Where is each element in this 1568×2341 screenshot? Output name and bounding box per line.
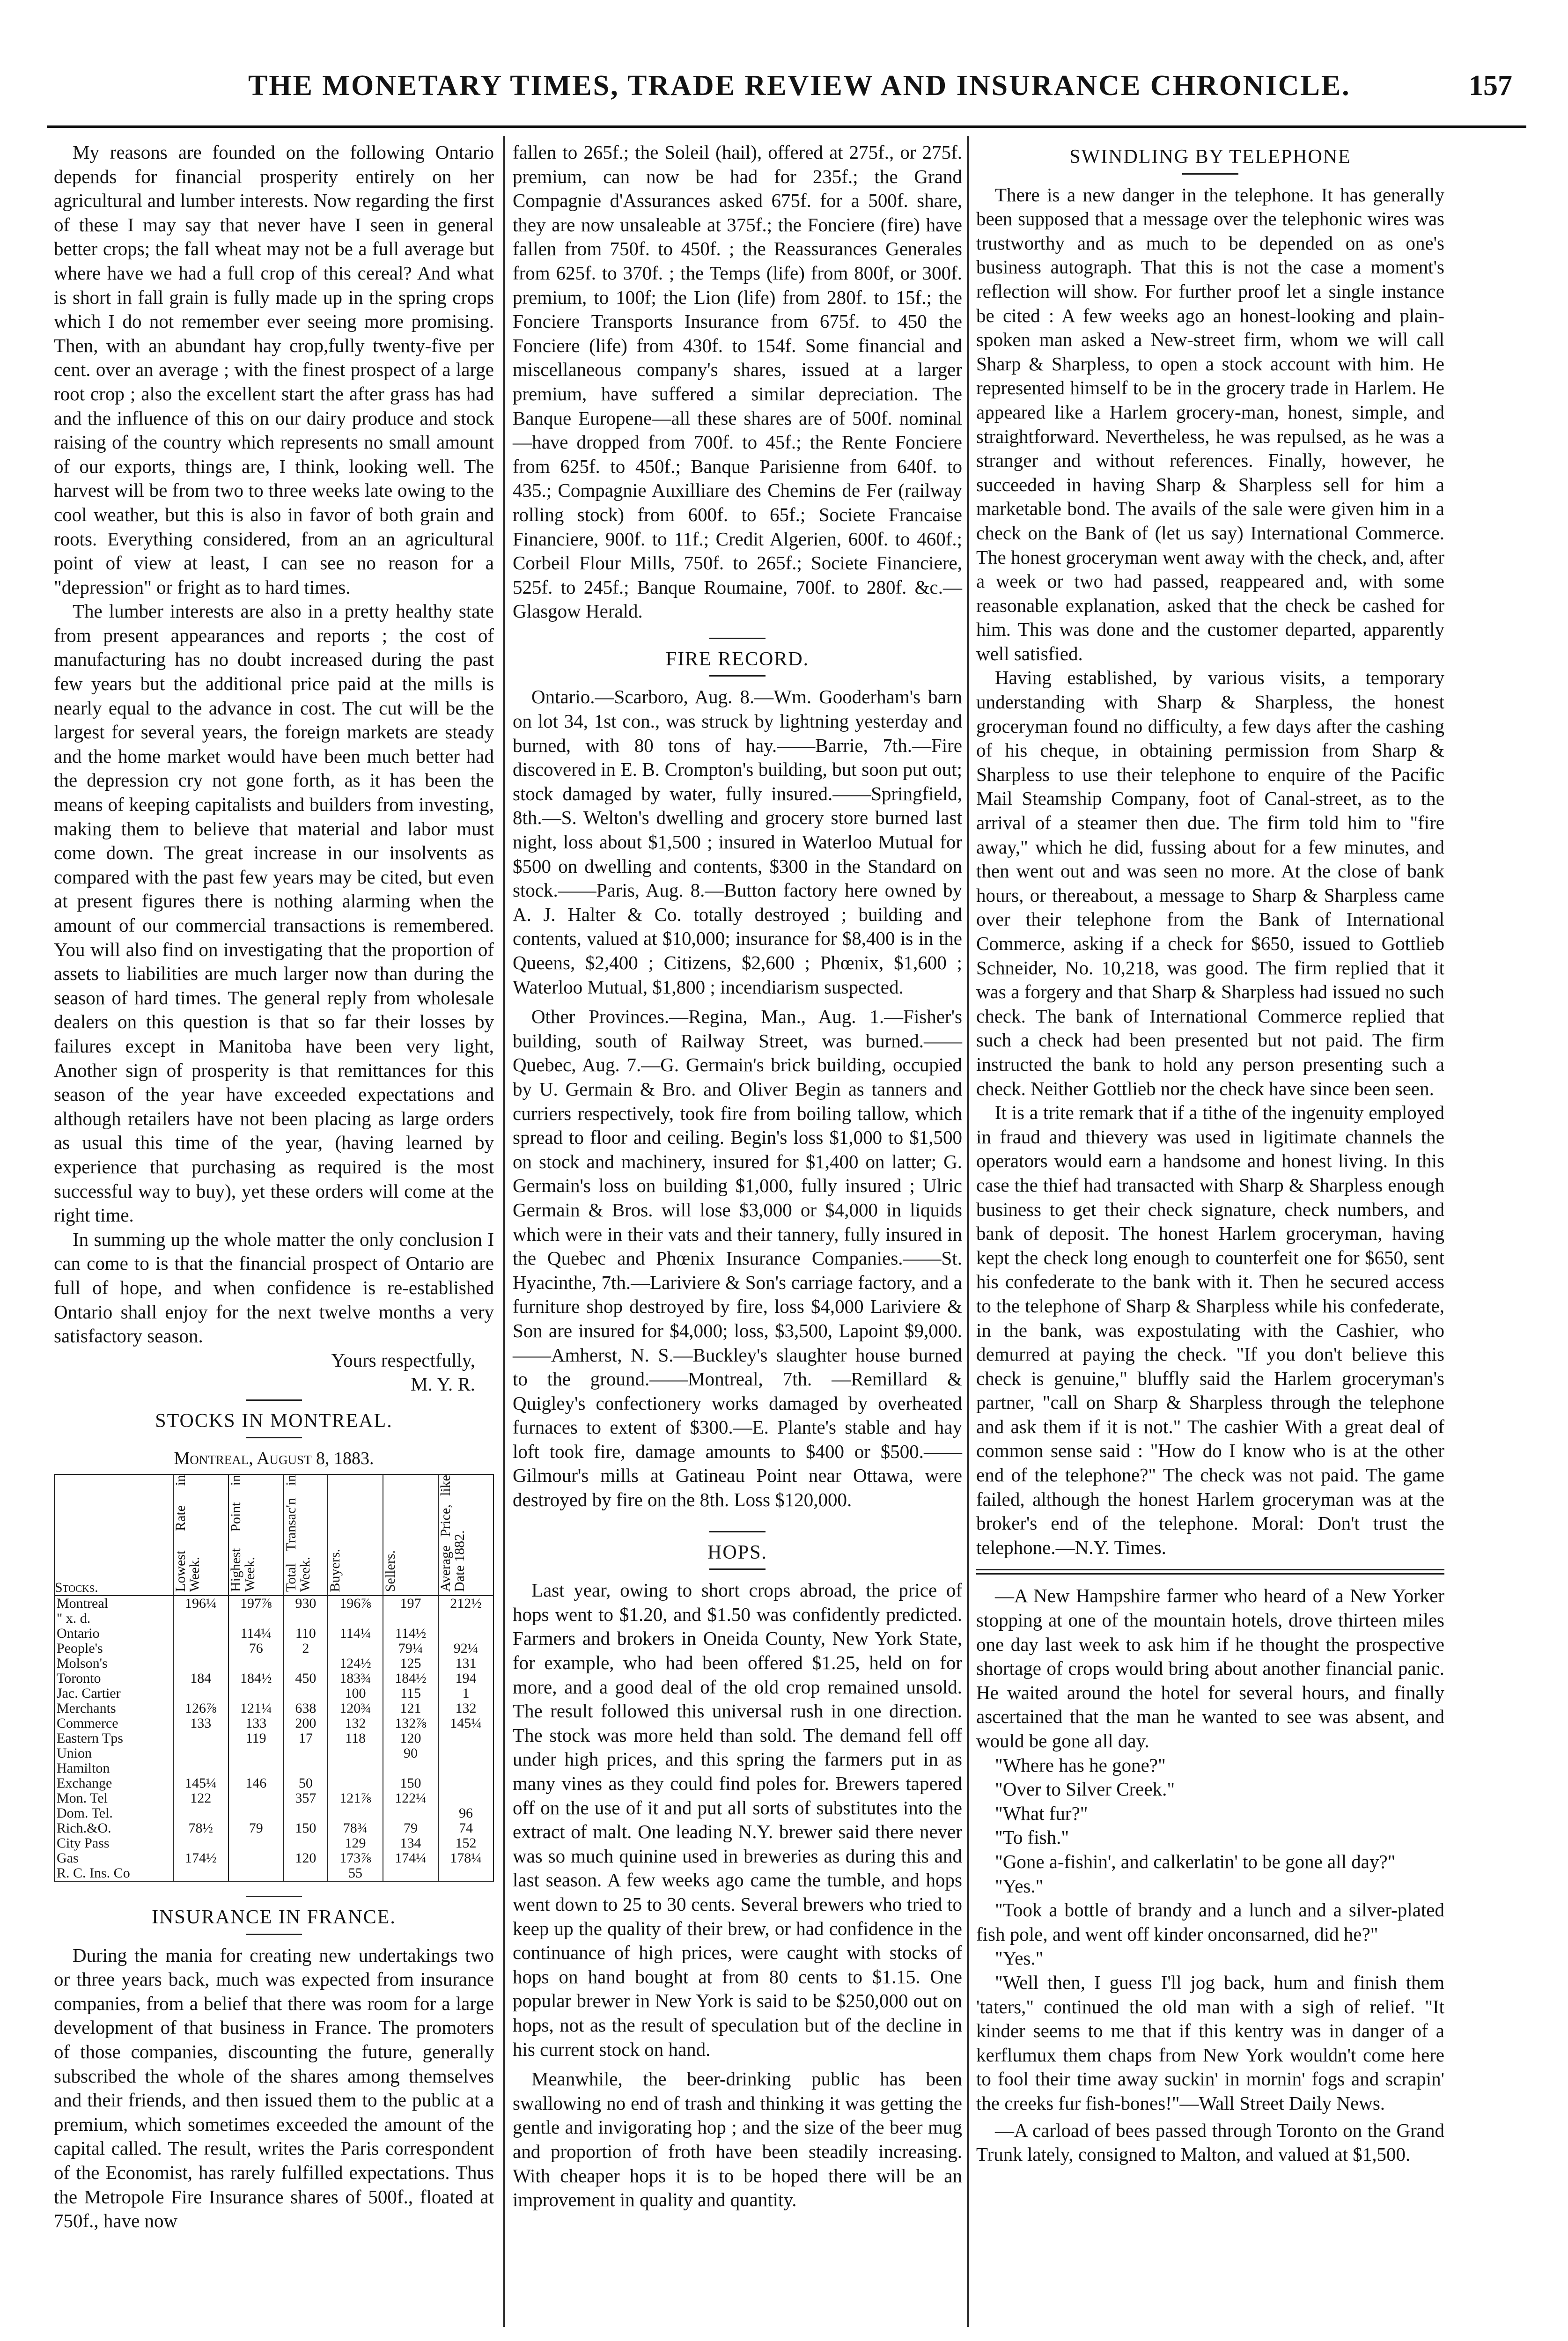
stock-name: Jac. Cartier <box>54 1686 173 1701</box>
stock-value <box>228 1866 284 1881</box>
insurance-text: During the mania for creating new undertakings two or three years back, much was expected from insurance companies, from a belief that there was room for a large development of that business in France. The promoters of those companies, discounting the future, generally subscribed the whole of the shares among themselves and their friends, and then issued them to the public at a premium, which sometimes exceeded the amount of the capital called. The result, writes the Paris correspondent of the Economist, has rarely fulfilled expectations. Thus the Metropole Fire Insurance shares of 500f., floated at 750f., have now <box>54 1944 494 2232</box>
stocks-header-cell <box>383 1474 438 1596</box>
stock-value: 131 <box>438 1656 493 1671</box>
stock-value: 79 <box>228 1821 284 1836</box>
stock-value <box>438 1626 493 1641</box>
column-1 <box>54 140 494 2233</box>
stock-value <box>284 1746 328 1761</box>
stock-value: 196¼ <box>173 1596 228 1611</box>
stock-name: Dom. Tel. <box>54 1806 173 1821</box>
stock-name: Gas <box>54 1851 173 1866</box>
stock-value <box>438 1761 493 1776</box>
stock-name: Toronto <box>54 1671 173 1686</box>
column-divider-1 <box>503 136 505 2327</box>
stock-value <box>328 1746 383 1761</box>
stock-value: 145¼ <box>173 1776 228 1791</box>
stock-value <box>228 1686 284 1701</box>
stock-value <box>228 1611 284 1626</box>
stocks-header-cell <box>54 1474 173 1596</box>
stock-value: 638 <box>284 1701 328 1716</box>
stocks-row <box>54 1851 493 1866</box>
stock-value: 1 <box>438 1686 493 1701</box>
stock-value: 110 <box>284 1626 328 1641</box>
stocks-row <box>54 1626 493 1641</box>
stock-value <box>173 1806 228 1821</box>
stocks-header-cell <box>284 1474 328 1596</box>
stock-value: 184½ <box>383 1671 438 1686</box>
stocks-header-label: Stocks. <box>55 1580 98 1596</box>
stock-value <box>284 1806 328 1821</box>
stock-value <box>383 1761 438 1776</box>
swindling-paragraph-2: Having established, by various visits, a temporary understanding with Sharp & Sharpless, the honest groceryman found no difficulty, a few days after the cashing of his cheque, in obtaining permission from Sharp & Sharpless to use their telephone to enquire of the Pacific Mail Steamship Company, foot of Canal-street, as to the arrival of a steamer then due. The firm told him to "fire away," which he did, fussing about for a few minutes, and then went out and was seen no more. At the close of bank hours, or thereabout, a message to Sharp & Sharpless came over their telephone from the Bank of International Commerce, asking if a check for $650, issued to Gottlieb Schneider, No. 10,218, was good. The firm replied that it was a forgery and that Sharp & Sharpless had issued no such check. The bank of International Commerce replied that such a check had been presented but not paid. The firm instructed the bank to hold any person presenting such a check. Neither Gottlieb nor the check have since been seen. <box>976 667 1444 1099</box>
letter-paragraph: The lumber interests are also in a pretty healthy state from present appearances and reports ; the cost of manufacturing has no doubt increased during the past few years but the additional price paid at the mills is nearly equal to the advance in cost. The cut will be the largest for several years, the foreign markets are steady and the home market would have been much better had the depression cry not gone forth, as it has been the means of keeping capitalists and builders from investing, making them to believe that material and labor must come down. The great increase in our insolvents as compared with the past few years may be cited, but even at present figures there is nothing alarming when the amount of our commercial transactions is remembered. You will also find on investigating that the proportion of assets to liabilities are much larger now than during the season of hard times. The general reply from wholesale dealers on this question is that so far their losses by failures except in Manitoba have been very light, Another sign of prosperity is that remittances for this season of the year have exceeded expectations and although retailers have not been placing as large orders as usual this time of the year, (having learned by experience that purchasing as required is the most successful way to buy), yet these orders will come at the right time. <box>54 600 494 1226</box>
stocks-header-cell <box>173 1474 228 1596</box>
stock-value: 132⅞ <box>383 1716 438 1731</box>
stock-name: Ontario <box>54 1626 173 1641</box>
page-number: 157 <box>1469 70 1512 102</box>
stock-value: 930 <box>284 1596 328 1611</box>
fire-other-provinces: Other Provinces.—Regina, Man., Aug. 1.—Fisher's building, south of Railway Street, was burned.——Quebec, Aug. 7.—G. Germain's brick building, occupied by U. Germain & Bro. and Oliver Begin as tanners and curriers respectively, took fire from boiling tallow, which spread to floor and ceiling. Begin's loss $1,000 to $1,500 on stock and machinery, insured for $1,400 on latter; G. Germain's loss on building $1,000, fully insured ; Ulric Germain & Bros. will lose $3,000 or $4,000 in liquids which were in their vats and their tannery, fully insured in the Quebec and Phœnix Insurance Companies.——St. Hyacinthe, 7th.—Lariviere & Son's carriage factory, and a furniture shop destroyed by fire, loss $4,000 Lariviere & Son are insured for $4,000; loss, $3,500, Lapoint $9,000.——Amherst, N. S.—Buckley's slaughter house burned to the ground.——Montreal, 7th. —Remillard & Quigley's confectionery works damaged by overheated furnaces to extent of $300.—E. Plante's stable and hay loft took fire, damage amounts to $400 or $500.——Gilmour's mills at Gatineau Point near Ottawa, were destroyed by fire on the 8th. Loss $120,000. <box>513 1006 962 1511</box>
stock-value <box>284 1836 328 1851</box>
stock-name: People's <box>54 1641 173 1656</box>
double-rule <box>976 1569 1444 1575</box>
stock-value: 114¼ <box>328 1626 383 1641</box>
hops-paragraph-1: Last year, owing to short crops abroad, the price of hops went to $1.20, and $1.50 was confidently predicted. Farmers and brokers in Oneida County, New York State, for example, who had been offered $1.25, held on for more, and a good deal of the old crop remained unsold. The result followed this universal rush in one direction. The stock was more held than sold. The demand fell off under high prices, and this spring the farmers put in as many vines as they could find poles for. Brewers tapered off on the use of it and put all sorts of substitutes into the extract of malt. One leading N.Y. brewer said there never was so much quinine used in breweries as during this and last season. A few weeks ago came the tumble, and hops went down to 25 to 30 cents. Several brewers who tried to keep up the quality of their brew, or had confidence in the continuance of high prices, were caught with stocks of hops on hand bought at from 80 cents to $1.15. One popular brewer in New York is said to be $250,000 out on hops, not as the result of speculation but of the decline in his current stock on hand. <box>513 1579 962 2060</box>
stocks-row <box>54 1701 493 1716</box>
stock-value: 150 <box>383 1776 438 1791</box>
stock-value <box>438 1611 493 1626</box>
insurance-continued: fallen to 265f.; the Soleil (hail), offered at 275f., or 275f. premium, can now be had for 235f.; the Grand Compagnie d'Assurances asked 675f. for a 500f. share, they are now unsaleable at 375f.; the Fonciere (fire) have fallen from 750f. to 450f. ; the Reassurances Generales from 625f. to 370f. ; the Temps (life) from 800f, or 300f. premium, to 100f; the Lion (life) from 280f. to 15f.; the Fonciere Transports Insurance from 675f. to 450 the Fonciere (life) from 430f. to 154f. Some financial and miscellaneous company's shares, issued at a larger premium, have suffered a similar depreciation. The Banque Europene—all these shares are of 500f. nominal —have dropped from 700f. to 45f.; the Rente Fonciere from 625f. to 450f.; Banque Parisienne from 640f. to 435.; Compagnie Auxilliare des Chemins de Fer (railway rolling stock) from 600f. to 65f.; Societe Francaise Financiere, 900f. to 11f.; Credit Algerien, 600f. to 460f.; Corbeil Flour Mills, 750f. to 265f.; Societe Financiere, 525f. to 245f.; Banque Roumaine, 700f. to 280f. &c.—Glasgow Herald. <box>513 141 962 622</box>
stock-value: 184 <box>173 1671 228 1686</box>
header-rule <box>47 125 1526 128</box>
stock-name: Molson's <box>54 1656 173 1671</box>
stock-value <box>383 1806 438 1821</box>
section-rule <box>709 1568 766 1570</box>
stocks-row <box>54 1776 493 1791</box>
stocks-header-label: Highest Point in Week. <box>228 1475 258 1592</box>
stocks-header-cell <box>328 1474 383 1596</box>
stock-value: 96 <box>438 1806 493 1821</box>
stock-value: 114½ <box>383 1626 438 1641</box>
stock-value <box>328 1761 383 1776</box>
stock-name: Exchange <box>54 1776 173 1791</box>
section-rule <box>709 675 766 677</box>
stock-value <box>173 1611 228 1626</box>
stock-value: 115 <box>383 1686 438 1701</box>
stocks-row <box>54 1746 493 1761</box>
stock-value <box>228 1791 284 1806</box>
dialogue-line: "Yes." <box>995 1947 1044 1969</box>
stock-value: 121¼ <box>228 1701 284 1716</box>
stocks-row <box>54 1731 493 1746</box>
stock-value: 120 <box>383 1731 438 1746</box>
stock-value: 132 <box>438 1701 493 1716</box>
stock-value: 122 <box>173 1791 228 1806</box>
hops-title: HOPS. <box>707 1541 767 1563</box>
stock-name: Montreal <box>54 1596 173 1611</box>
stock-value: 174½ <box>173 1851 228 1866</box>
stock-value: 178¼ <box>438 1851 493 1866</box>
stock-value <box>173 1836 228 1851</box>
stock-value: 194 <box>438 1671 493 1686</box>
stock-value <box>173 1866 228 1881</box>
stock-name: Eastern Tps <box>54 1731 173 1746</box>
stock-value <box>438 1746 493 1761</box>
stock-value: 121⅞ <box>328 1791 383 1806</box>
stock-value: 357 <box>284 1791 328 1806</box>
fire-ontario: Ontario.—Scarboro, Aug. 8.—Wm. Gooderham's barn on lot 34, 1st con., was struck by lightning yesterday and burned, with 80 tons of hay.——Barrie, 7th.—Fire discovered in E. B. Crompton's building, but soon put out; stock damaged by water, fully insured.——Springfield, 8th.—S. Welton's dwelling and grocery store burned last night, loss about $1,500 ; insured in Waterloo Mutual for $500 on dwelling and contents, $300 in the Standard on stock.——Paris, Aug. 8.—Button factory here owned by A. J. Halter & Co. totally destroyed ; building and contents, valued at $10,000; insurance for $8,400 is in the Queens, $2,400 ; Citizens, $2,600 ; Phœnix, $1,600 ; Waterloo Mutual, $1,800 ; incendiarism suspected. <box>513 686 962 998</box>
stock-value: 450 <box>284 1671 328 1686</box>
stock-value: 114¼ <box>228 1626 284 1641</box>
stock-value <box>228 1746 284 1761</box>
stock-value <box>284 1656 328 1671</box>
stock-value <box>383 1866 438 1881</box>
stocks-row <box>54 1806 493 1821</box>
stock-value <box>173 1626 228 1641</box>
stock-value <box>284 1611 328 1626</box>
stock-value: 133 <box>173 1716 228 1731</box>
stocks-row <box>54 1821 493 1836</box>
page-header <box>52 66 1522 117</box>
stock-value: 200 <box>284 1716 328 1731</box>
dialogue-line: "Well then, I guess I'll jog back, hum and finish them 'taters," continued the old man with a sigh of relief. "It kinder seems to me that if this kentry was in danger of a kerflumux them chaps from New York wouldn't come here to fool their time away suckin' in mornin' fogs and scrapin' the creeks fur fish-bones!"—Wall Street Daily News. <box>976 1971 1444 2114</box>
stocks-table-header <box>54 1474 493 1596</box>
stock-value <box>173 1686 228 1701</box>
stock-value: 78½ <box>173 1821 228 1836</box>
stock-value: 100 <box>328 1686 383 1701</box>
stock-value: 212½ <box>438 1596 493 1611</box>
stock-value: 146 <box>228 1776 284 1791</box>
stocks-header-label: Sellers. <box>383 1550 398 1592</box>
stocks-header-cell <box>228 1474 284 1596</box>
stock-value: 120¾ <box>328 1701 383 1716</box>
stock-name: " x. d. <box>54 1611 173 1626</box>
stock-name: Rich.&O. <box>54 1821 173 1836</box>
stock-value <box>438 1791 493 1806</box>
section-rule <box>1182 173 1238 175</box>
stock-value: 150 <box>284 1821 328 1836</box>
stock-name: Commerce <box>54 1716 173 1731</box>
stocks-row <box>54 1716 493 1731</box>
letter-initials: M. Y. R. <box>411 1373 475 1395</box>
stock-value: 76 <box>228 1641 284 1656</box>
letter-paragraph: In summing up the whole matter the only conclusion I can come to is that the financial prospect of Ontario are full of hope, and when confidence is re-established Ontario shall enjoy for the next twelve months a very satisfactory season. <box>54 1228 494 1347</box>
stock-value: 55 <box>328 1866 383 1881</box>
stock-value: 134 <box>383 1836 438 1851</box>
dialogue-line: "What fur?" <box>995 1802 1088 1824</box>
stock-value <box>228 1851 284 1866</box>
stock-value: 183¾ <box>328 1671 383 1686</box>
letter-body <box>54 140 494 1348</box>
dialogue-line: "Gone a-fishin', and calkerlatin' to be gone all day?" <box>995 1850 1396 1872</box>
stocks-row <box>54 1761 493 1776</box>
section-rule <box>246 1437 302 1438</box>
stock-value: 120 <box>284 1851 328 1866</box>
stocks-row <box>54 1611 493 1626</box>
stock-value <box>228 1836 284 1851</box>
section-rule <box>709 1531 766 1532</box>
stock-value: 2 <box>284 1641 328 1656</box>
stock-value <box>328 1611 383 1626</box>
stock-value: 152 <box>438 1836 493 1851</box>
column-divider-2 <box>967 136 969 2327</box>
stock-value <box>228 1656 284 1671</box>
stock-value: 174¼ <box>383 1851 438 1866</box>
stock-name: Hamilton <box>54 1761 173 1776</box>
stock-value: 50 <box>284 1776 328 1791</box>
stocks-row <box>54 1641 493 1656</box>
stock-value <box>173 1761 228 1776</box>
stock-value <box>438 1731 493 1746</box>
stocks-row <box>54 1866 493 1881</box>
column-3 <box>976 140 1444 2167</box>
stock-value: 121 <box>383 1701 438 1716</box>
stock-value: 197⅞ <box>228 1596 284 1611</box>
stocks-dateline: Montreal, August 8, 1883. <box>174 1449 374 1469</box>
stock-value: 90 <box>383 1746 438 1761</box>
section-rule <box>246 1934 302 1935</box>
stock-name: R. C. Ins. Co <box>54 1866 173 1881</box>
stock-value: 126⅞ <box>173 1701 228 1716</box>
stock-value <box>228 1806 284 1821</box>
letter-paragraph: My reasons are founded on the following Ontario depends for financial prosperity entirely on her agricultural and lumber interests. Now regarding the first of these I may say that never have I seen in general better crops; the fall wheat may not be a full average but where have we had a full crop of this cereal? And what is short in fall grain is fully made up in the spring crops which I do not remember ever seeing more promising. Then, with an abundant hay crop,fully twenty-five per cent. over an average ; with the finest prospect of a large root crop ; also the excellent start the after grass has had and the influence of this on our dairy produce and stock raising of the country which represents no small amount of our exports, things are, I think, looking well. The harvest will be from two to three weeks late owing to the cool weather, but this is also in favor of both grain and roots. Everything considered, from an an agricultural point of view at least, I can see no reason for a "depression" or fright as to hard times. <box>54 141 494 598</box>
letter-closing: Yours respectfully, <box>331 1349 475 1371</box>
stock-value <box>438 1776 493 1791</box>
section-rule <box>709 638 766 639</box>
swindling-paragraph-3: It is a trite remark that if a tithe of the ingenuity employed in fraud and thievery was used in ligitimate channels the operators would earn a handsome and honest living. In this case the thief had transacted with Sharp & Sharpless enough business to get their check signature, check numbers, and bank of deposit. The honest Harlem groceryman, having kept the check long enough to counterfeit one for $650, sent his confederate to the bank with it. Then he secured access to the telephone of Sharp & Sharpless while his confederate, in the bank, was expostulating with the Cashier, who demurred at paying the check. "If you don't believe this check is genuine," bluffly said the Harlem groceryman's partner, "call on Sharp & Sharpless through the telephone and ask them if it is not." The cashier With a great deal of common sense said : "How do I know who is at the other end of the telephone?" The check was not paid. The game failed, although the honest Harlem groceryman was at the broker's end of the telephone. Moral: Don't trust the telephone.—N.Y. Times. <box>976 1102 1444 1558</box>
farmer-paragraph: —A New Hampshire farmer who heard of a New Yorker stopping at one of the mountain hotels, drove thirteen miles one day last week to ask him if he thought the prospective shortage of crops would bring about another financial panic. He waited around the hotel for several hours, and finally ascertained that the man he wanted to see was absent, and would be gone all day. <box>976 1585 1444 1752</box>
stock-value <box>173 1731 228 1746</box>
column-2 <box>513 140 962 2212</box>
stock-value <box>173 1656 228 1671</box>
stocks-row <box>54 1656 493 1671</box>
stock-value: 118 <box>328 1731 383 1746</box>
stock-value: 122¼ <box>383 1791 438 1806</box>
stocks-header-label: Average Price, like Date 1882. <box>438 1475 467 1592</box>
stock-value: 145¼ <box>438 1716 493 1731</box>
dialogue-line: "Took a bottle of brandy and a lunch and a silver-plated fish pole, and went off kinder onconsarned, did he?" <box>976 1899 1444 1945</box>
stock-value: 125 <box>383 1656 438 1671</box>
stock-value <box>284 1761 328 1776</box>
stock-value: 197 <box>383 1596 438 1611</box>
stock-value: 124½ <box>328 1656 383 1671</box>
stock-name: Union <box>54 1746 173 1761</box>
stocks-row <box>54 1686 493 1701</box>
dialogue-line: "Where has he gone?" <box>995 1754 1166 1776</box>
stock-value: 119 <box>228 1731 284 1746</box>
stocks-header-cell <box>438 1474 493 1596</box>
stock-value: 79¼ <box>383 1641 438 1656</box>
stock-value: 184½ <box>228 1671 284 1686</box>
stock-value <box>328 1641 383 1656</box>
stock-value: 92¼ <box>438 1641 493 1656</box>
stock-value: 79 <box>383 1821 438 1836</box>
stock-name: Merchants <box>54 1701 173 1716</box>
stocks-header-label: Lowest Rate in Week. <box>172 1475 202 1592</box>
stock-value: 133 <box>228 1716 284 1731</box>
section-rule <box>246 1896 302 1897</box>
section-rule <box>246 1399 302 1401</box>
stock-name: City Pass <box>54 1836 173 1851</box>
stock-value <box>173 1746 228 1761</box>
stocks-row <box>54 1671 493 1686</box>
stock-value: 173⅞ <box>328 1851 383 1866</box>
stock-value <box>284 1686 328 1701</box>
swindling-title: SWINDLING BY TELEPHONE <box>1069 146 1351 168</box>
stock-value <box>438 1866 493 1881</box>
stocks-row <box>54 1791 493 1806</box>
stock-value: 196⅞ <box>328 1596 383 1611</box>
fire-record-title: FIRE RECORD. <box>665 648 810 670</box>
stock-value <box>228 1761 284 1776</box>
stock-value <box>173 1641 228 1656</box>
page-title: THE MONETARY TIMES, TRADE REVIEW AND INSURANCE CHRONICLE. <box>248 70 1351 102</box>
stocks-row <box>54 1596 493 1611</box>
stock-value <box>328 1806 383 1821</box>
stocks-title: STOCKS IN MONTREAL. <box>155 1410 393 1432</box>
dialogue-line: "Yes." <box>995 1875 1044 1897</box>
stocks-table <box>54 1474 494 1882</box>
stock-value <box>383 1611 438 1626</box>
stock-value <box>328 1776 383 1791</box>
dialogue-line: "Over to Silver Creek." <box>995 1778 1175 1800</box>
stock-value: 129 <box>328 1836 383 1851</box>
swindling-paragraph-1: There is a new danger in the telephone. It has generally been supposed that a message over the telephonic wires was trustworthy and as much to be depended on as one's business autograph. That this is not the case a moment's reflection will show. For further proof let a single instance be cited : A few weeks ago an honest-looking and plain-spoken man asked a New-street firm, whom we will call Sharp & Sharpless, to open a stock account with him. He represented himself to be in the grocery trade in Harlem. He appeared like a Harlem grocery-man, honest, simple, and straightforward. Nevertheless, he was repulsed, as he was a stranger and without references. Finally, however, he succeeded in having Sharp & Sharpless sell for him a marketable bond. The avails of the sale were given him in a check on the Bank of (let us say) International Commerce. The honest groceryman went away with the check, and, after a week or two had passed, reappeared and, with some reasonable explanation, asked that the check be cashed for him. This was done and the customer departed, apparently well satisfied. <box>976 184 1444 664</box>
stocks-row <box>54 1836 493 1851</box>
stock-value: 78¾ <box>328 1821 383 1836</box>
stocks-header-label: Total Transac'n in Week. <box>283 1475 313 1592</box>
stock-value <box>284 1866 328 1881</box>
bees-item: —A carload of bees passed through Toronto on the Grand Trunk lately, consigned to Malton, and valued at $1,500. <box>976 2119 1444 2165</box>
stock-value: 132 <box>328 1716 383 1731</box>
stock-value: 74 <box>438 1821 493 1836</box>
farmer-dialogue <box>976 1753 1444 2116</box>
dialogue-line: "To fish." <box>995 1826 1069 1848</box>
stocks-table-body <box>54 1596 493 1881</box>
stocks-header-label: Buyers. <box>327 1548 343 1592</box>
stock-name: Mon. Tel <box>54 1791 173 1806</box>
hops-paragraph-2: Meanwhile, the beer-drinking public has been swallowing no end of trash and thinking it was getting the gentle and invigorating hop ; and the size of the beer mug and proportion of froth have been steadily increasing. With cheaper hops it is to be hoped there will be an improvement in quality and quantity. <box>513 2068 962 2211</box>
insurance-title: INSURANCE IN FRANCE. <box>152 1907 396 1929</box>
stock-value: 17 <box>284 1731 328 1746</box>
